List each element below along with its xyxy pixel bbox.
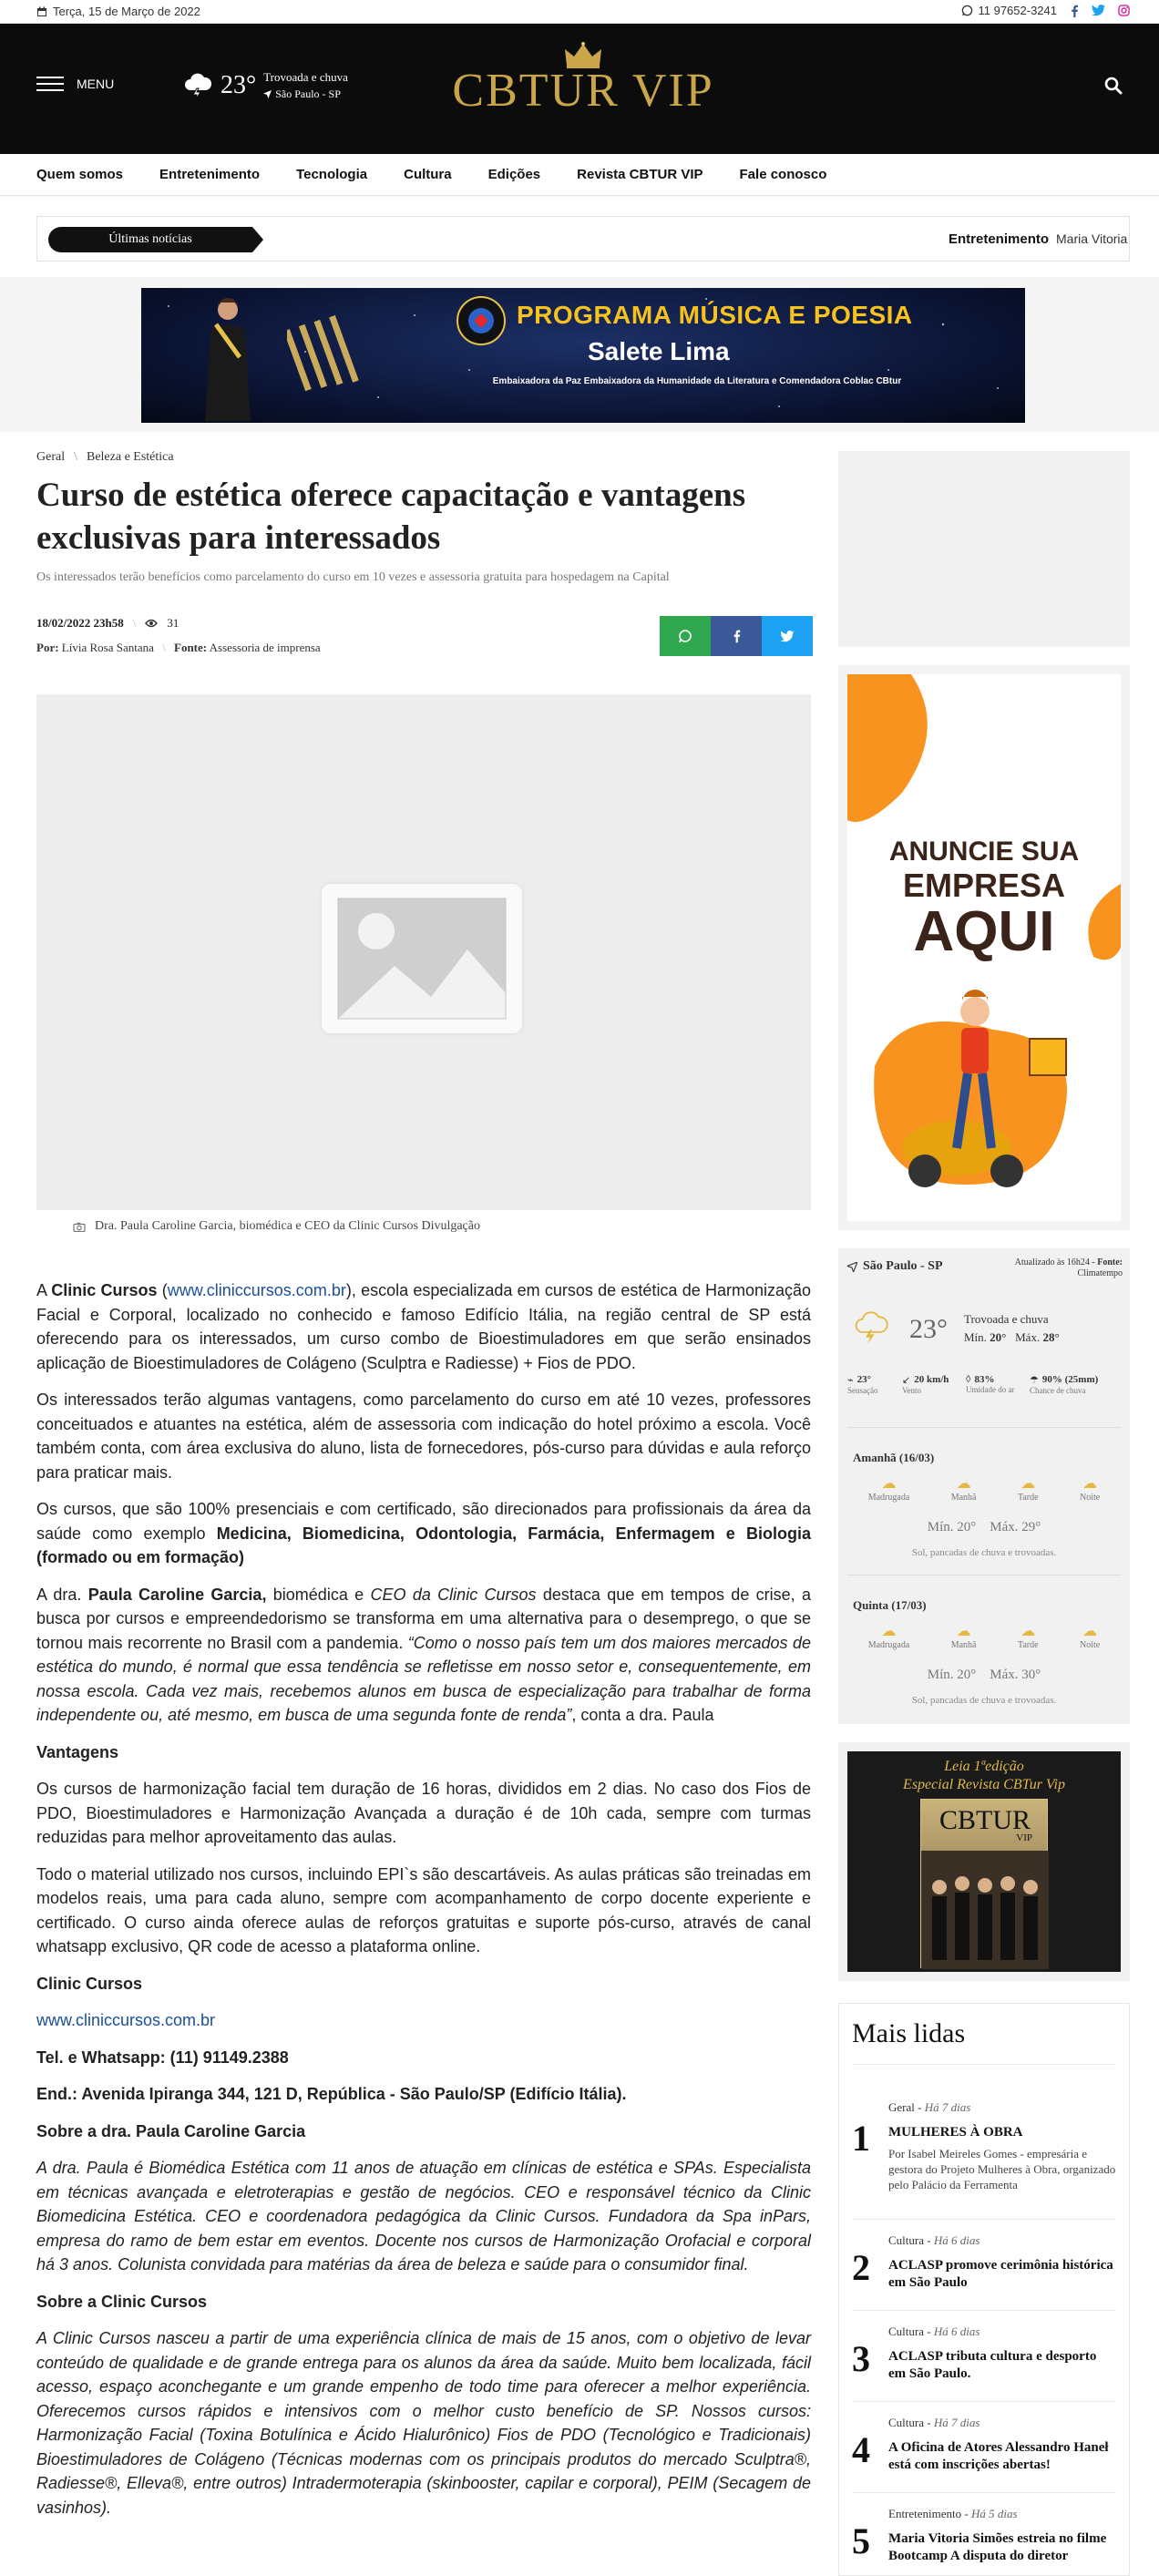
program-emblem xyxy=(456,295,507,346)
weather-minmax xyxy=(964,1330,1060,1345)
period-madrugada: Madrugada xyxy=(867,1493,910,1503)
item-time: Há 5 dias xyxy=(970,2507,1018,2520)
d1-min-label: Mín. xyxy=(927,1520,954,1534)
item-category-name: Entretenimento xyxy=(888,2507,962,2520)
calendar-icon xyxy=(36,6,47,17)
item-title[interactable]: MULHERES À OBRA xyxy=(888,2125,1023,2140)
paragraph-8: A Clinic Cursos nasceu a partir de uma experiência clínica de mais de 15 anos, com o objetivo de levar conteúdo de qualidade e de grande entrega para os alunos da área da saúde. Muito bem localizada, fácil acesso, espaço aconchegante e um grande empenho de todo time para oferecer a melhor experiência. Oferecemos cursos rápidos e intensivos com o melhor custo benefício de SP. Nossos cursos: Harmonização Facial (Toxina Botulínica e Ácido Hialurônico) Fios de PDO (Tecnológico e Tradicionais) Bioestimuladores de Colágeno (Técnicas modernas com os principais produtos do mercado Sculptra®, Radiesse®, Elleva®, entre outros) Intradermoterapia (skinbooster, capilar e corporal), PEIM (Secagem de vasinhos). xyxy=(36,2329,811,2517)
rank-number: 1 xyxy=(852,2118,870,2159)
droplet-icon: ◊ xyxy=(966,1374,971,1385)
forecast-day-1-periods xyxy=(847,1474,1121,1503)
partly-cloudy-icon: ☁ xyxy=(956,1624,971,1639)
view-count: 31 xyxy=(167,616,179,630)
forecast-day-2-periods xyxy=(847,1622,1121,1650)
date-text: Terça, 15 de Março de 2022 xyxy=(53,5,200,18)
forecast-day-1-minmax xyxy=(838,1520,1130,1535)
p4-ceo: CEO da Clinic Cursos xyxy=(370,1585,537,1604)
cover-logo: CBTUR xyxy=(938,1805,1031,1835)
mais-lidas-item-5[interactable] xyxy=(852,2507,1116,2576)
magazine-creative xyxy=(847,1751,1121,1972)
weather-city: São Paulo - SP xyxy=(863,1259,943,1273)
paragraph-2: Os interessados terão algumas vantagens, como parcelamento do curso em até 10 vezes, professores conceituados e atuantes na estética, além de assessoria com indicação do hotel próximo a escola. Você também conta, com área exclusiva do aluno, lista de fornecedores, pós-curso para dúvidas e aula reforço para praticar mais. xyxy=(36,1391,811,1482)
chuva-label: Chance de chuva xyxy=(1030,1386,1086,1395)
divider xyxy=(852,2310,1116,2311)
nav-item-edicoes[interactable]: Edições xyxy=(487,167,541,182)
facebook-icon[interactable] xyxy=(1070,5,1079,17)
partly-cloudy-icon: ☁ xyxy=(881,1476,897,1492)
umidade-label: Umidade do ar xyxy=(966,1385,1015,1394)
weather-widget xyxy=(838,1248,1130,1724)
thunderstorm-icon xyxy=(182,70,213,101)
rank-number: 2 xyxy=(852,2247,870,2288)
nav-item-quem-somos[interactable]: Quem somos xyxy=(36,167,124,182)
stat-sensacao xyxy=(847,1374,902,1395)
menu-label: MENU xyxy=(77,77,115,91)
breadcrumb xyxy=(36,450,174,465)
menu-button[interactable] xyxy=(36,77,114,91)
paragraph-3 xyxy=(36,1497,811,1570)
d1-max-label: Máx. xyxy=(990,1520,1019,1534)
heading-sobre-paula: Sobre a dra. Paula Caroline Garcia xyxy=(36,2121,306,2140)
weather-temperature: 23° xyxy=(909,1314,948,1344)
weather-stats xyxy=(847,1374,1121,1395)
banner-area xyxy=(0,277,1159,432)
sensacao-label: Sensação xyxy=(847,1386,878,1395)
period-manha: Manhã xyxy=(950,1640,977,1650)
rank-number: 4 xyxy=(852,2429,870,2470)
weather-updated-text: Atualizado às 16h24 - xyxy=(1014,1257,1098,1267)
divider xyxy=(852,2064,1116,2065)
search-icon xyxy=(1104,77,1123,95)
paragraph-1 xyxy=(36,1278,811,1375)
p3-professions: Medicina, Biomedicina, Odontologia, Farmácia, Enfermagem e Biologia (formado ou em formação) xyxy=(36,1524,811,1566)
search-button[interactable] xyxy=(1104,77,1123,99)
partly-cloudy-icon: ☁ xyxy=(956,1476,971,1492)
anuncie-line-1: ANUNCIE SUA xyxy=(888,836,1080,867)
breadcrumb-separator: \ xyxy=(74,450,77,464)
source-label: Fonte: xyxy=(174,641,208,654)
stat-vento xyxy=(902,1374,966,1395)
period-tarde: Tarde xyxy=(1017,1493,1039,1503)
eye-icon xyxy=(145,619,158,628)
author-name: Lívia Rosa Santana xyxy=(61,641,154,654)
banner-name: Salete Lima xyxy=(588,337,730,365)
paragraph-4 xyxy=(36,1583,811,1728)
p4-quote: “Como o nosso país tem um dos maiores mercados de estética do mundo, é normal que essa tendência se refletisse em nosso setor e, consequentemente, em nossa escola. Cada vez mais, recebemos alunos em busca de especialização para trabalhar de forma independente ou, até mesmo, em busca de uma segunda fonte de renda” xyxy=(36,1633,811,1724)
share-facebook-button[interactable] xyxy=(711,616,762,656)
vento-label: Vento xyxy=(902,1386,921,1395)
ticker-label: Últimas notícias xyxy=(48,227,252,252)
p1-text-a: A xyxy=(36,1281,52,1299)
partly-cloudy-icon: ☁ xyxy=(1021,1624,1036,1639)
whatsapp-icon xyxy=(961,5,973,16)
sidebar-ad-empty xyxy=(838,451,1130,647)
period-tarde: Tarde xyxy=(1017,1640,1039,1650)
mais-lidas-item-1[interactable] xyxy=(852,2100,1116,2210)
d2-max: 30° xyxy=(1021,1668,1041,1682)
period-noite: Noite xyxy=(1080,1493,1101,1503)
vento-value: 20 km/h xyxy=(914,1374,949,1385)
item-category-name: Cultura xyxy=(888,2233,924,2247)
item-category: Entretenimento - Há 5 dias xyxy=(888,2507,1018,2520)
weather-source-label: Fonte: xyxy=(1097,1257,1123,1267)
item-time: Há 6 dias xyxy=(933,2325,980,2338)
p1-site-link[interactable]: www.cliniccursos.com.br xyxy=(167,1281,346,1299)
forecast-day-1-desc: Sol, pancadas de chuva e trovoadas. xyxy=(911,1547,1057,1558)
stat-umidade xyxy=(966,1374,1030,1395)
paragraph-6: Todo o material utilizado nos cursos, incluindo EPI`s são descartáveis. As aulas práticas são treinadas em modelos reais, uma para cada aluno, sempre com acompanhamento de corpo docente experiente e certificado. O curso ainda oferece aulas de reforços gratuitas e suporte pós-curso, através de canal whatsapp exclusivo, QR code de acesso a plataforma online. xyxy=(36,1864,811,1955)
d2-min-label: Mín. xyxy=(927,1668,954,1682)
sensacao-value: 23° xyxy=(856,1374,872,1385)
article-credits: Por: Lívia Rosa Santana \ Fonte: Assessoria de imprensa xyxy=(36,641,321,654)
divider xyxy=(847,1427,1121,1428)
item-category: Cultura - Há 6 dias xyxy=(888,2325,980,2338)
weather-updated xyxy=(995,1257,1123,1279)
heading-vantagens: Vantagens xyxy=(36,1742,119,1761)
sidebar-ad-anuncie[interactable] xyxy=(838,665,1130,1230)
magazine-line-2: Especial Revista CBTur Vip xyxy=(903,1777,1065,1792)
item-title[interactable]: Maria Vitoria Simões estreia no filme Bootcamp A disputa do diretor xyxy=(888,2531,1107,2563)
weather-city-row xyxy=(847,1259,943,1274)
item-title[interactable]: A Oficina de Atores Alessandro Haneł está com inscrições abertas! xyxy=(888,2440,1109,2472)
anuncie-ad-creative xyxy=(847,674,1121,1221)
breadcrumb-beleza[interactable]: Beleza e Estética xyxy=(86,450,174,464)
item-time: Há 6 dias xyxy=(933,2233,980,2247)
rank-number: 5 xyxy=(852,2520,870,2561)
forecast-day-2: Quinta (17/03) xyxy=(853,1598,927,1612)
item-category: Cultura - Há 7 dias xyxy=(888,2416,980,2429)
nav-item-entretenimento[interactable]: Entretenimento xyxy=(159,167,261,182)
author-label: Por: xyxy=(36,641,59,654)
p1-brand: Clinic Cursos xyxy=(51,1281,158,1299)
weather-description: Trovoada e chuva xyxy=(964,1312,1049,1326)
period-noite: Noite xyxy=(1080,1640,1101,1650)
p4-text-d: , conta a dra. Paula xyxy=(571,1706,714,1724)
article-subtitle: Os interessados terão benefícios como parcelamento do curso em 10 vezes e assessoria gratuita para hospedagem na Capital xyxy=(36,570,670,584)
article-title: Curso de estética oferece capacitação e vantagens exclusivas para interessados xyxy=(36,477,746,557)
paragraph-7: A dra. Paula é Biomédica Estética com 11 anos de atuação em clínicas de estética e SPAs. Especialista em técnicas avançada e eletroterapias e gestão de negócios. CEO e responsável técnico da Clinic Biomedicina Estética. CEO e coordenadora pedagógica da Clinic Cursos. Fundadora da Spa inPars, empresa do ramo de bem estar em eventos. Docente nos cursos de Harmonização Orofacial e corporal há 3 anos. Colunista convidada para matérias da área de beleza e saúde para o consumidor final. xyxy=(36,2159,811,2273)
chimes-illustration xyxy=(287,310,369,401)
anuncie-line-3: AQUI xyxy=(913,900,1055,963)
magazine-promo[interactable] xyxy=(838,1742,1130,1981)
max-value: 28° xyxy=(1042,1330,1060,1344)
logo-text: CBTUR VIP xyxy=(452,65,714,117)
mais-lidas-item-2[interactable] xyxy=(852,2233,1116,2306)
partly-cloudy-icon: ☁ xyxy=(881,1624,897,1639)
share-buttons xyxy=(660,616,813,656)
partly-cloudy-icon: ☁ xyxy=(1021,1476,1036,1492)
header-weather-desc: Trovoada e chuva xyxy=(263,70,348,84)
mais-lidas-widget xyxy=(838,2003,1130,2576)
forecast-day-2-desc: Sol, pancadas de chuva e trovoadas. xyxy=(911,1695,1057,1706)
clinic-address: End.: Avenida Ipiranga 344, 121 D, República - São Paulo/SP (Edifício Itália). xyxy=(36,2085,627,2103)
nav-item-revista[interactable]: Revista CBTUR VIP xyxy=(577,167,703,182)
d2-min: 20° xyxy=(957,1668,977,1682)
anuncie-line-2: EMPRESA xyxy=(902,867,1066,904)
chuva-value: 90% (25mm) xyxy=(1041,1374,1099,1385)
forecast-day-1: Amanhã (16/03) xyxy=(853,1451,935,1464)
cover-people-photo xyxy=(921,1851,1049,1969)
main-navigation xyxy=(0,154,1159,196)
article-image xyxy=(36,694,811,1210)
banner-subtext: Embaixadora da Paz Embaixadora da Humanidade da Literatura e Comendadora Coblac CBtur xyxy=(492,376,902,386)
cover-sub: VIP xyxy=(1016,1832,1032,1843)
thermometer-icon: ⌁ xyxy=(847,1375,854,1386)
stat-chuva xyxy=(1030,1374,1121,1395)
item-title[interactable]: ACLASP promove cerimônia histórica em São Paulo xyxy=(888,2258,1113,2290)
item-category-name: Cultura xyxy=(888,2416,924,2429)
article-date: 18/02/2022 23h58 xyxy=(36,616,124,630)
rank-number: 3 xyxy=(852,2338,870,2379)
article-meta: 18/02/2022 23h58 \ 31 xyxy=(36,616,179,630)
header-weather xyxy=(182,69,348,102)
nav-item-cultura[interactable]: Cultura xyxy=(404,167,452,182)
source-name: Assessoria de imprensa xyxy=(209,641,321,654)
umbrella-icon: ☂ xyxy=(1030,1375,1039,1386)
location-arrow-icon xyxy=(847,1262,857,1272)
p4-text-c: destaca que em tempos de crise, a busca por cursos e empreendedorismo se transforma em uma alternativa para o desemprego, o que se tornou mais recorrente no Brasil com a pandemia. xyxy=(36,1585,812,1652)
weather-source: Climatempo xyxy=(1077,1268,1123,1278)
facebook-icon xyxy=(733,629,741,643)
twitter-icon xyxy=(780,631,795,642)
phone-contact[interactable] xyxy=(961,4,1057,17)
header-weather-city: São Paulo - SP xyxy=(275,87,341,100)
top-bar xyxy=(0,0,1159,24)
instagram-icon[interactable] xyxy=(1118,5,1130,16)
image-caption xyxy=(73,1219,480,1234)
umidade-value: 83% xyxy=(974,1374,995,1385)
banner-ad[interactable] xyxy=(141,288,1025,423)
clinic-phone: Tel. e Whatsapp: (11) 91149.2388 xyxy=(36,2047,289,2067)
hamburger-icon xyxy=(36,77,64,91)
p4-name: Paula Caroline Garcia, xyxy=(87,1585,267,1604)
paragraph-5: Os cursos de harmonização facial tem duração de 16 horas, divididos em 2 dias. No caso dos Fios de PDO, Bioestimuladores e Harmonização Avançada a duração é de 10h cada, sempre com turmas reduzidas para melhor aproveitamento das aulas. xyxy=(36,1780,811,1846)
item-category-name: Geral xyxy=(888,2100,915,2114)
period-madrugada: Madrugada xyxy=(867,1640,910,1650)
item-category: Geral - Há 7 dias xyxy=(888,2100,971,2114)
article-body xyxy=(36,1278,811,2532)
twitter-icon[interactable] xyxy=(1092,5,1105,16)
p4-text-a: A dra. xyxy=(36,1585,88,1604)
p1-text-c: ), escola especializada em cursos de estética de Harmonização Facial e Corporal, localizado no conhecido e famoso Edifício Itália, na região central de SP está oferecendo para os interessados, um curso combo de Bioestimuladores em que serão ensinados aplicação de Bioestimuladores de Colágeno (Sculptra e Radiesse) + Fios de PDO. xyxy=(36,1281,812,1372)
partly-cloudy-icon: ☁ xyxy=(1082,1476,1098,1492)
nav-item-tecnologia[interactable]: Tecnologia xyxy=(296,167,368,182)
whatsapp-icon xyxy=(678,629,692,643)
phone-number: 11 97652-3241 xyxy=(978,4,1057,17)
max-label: Máx. xyxy=(1015,1330,1041,1344)
p1-text-b: ( xyxy=(157,1281,168,1299)
mais-lidas-item-4[interactable] xyxy=(852,2416,1116,2489)
site-header xyxy=(0,24,1159,154)
clinic-site-link[interactable]: www.cliniccursos.com.br xyxy=(36,2011,216,2029)
header-temperature: 23° xyxy=(221,71,257,99)
mais-lidas-item-3[interactable] xyxy=(852,2325,1116,2397)
p4-text-b: biomédica e xyxy=(266,1585,371,1604)
location-arrow-icon xyxy=(263,90,272,98)
share-twitter-button[interactable] xyxy=(762,616,813,656)
woman-figure-illustration xyxy=(196,293,260,421)
nav-item-fale-conosco[interactable]: Fale conosco xyxy=(739,167,827,182)
divider xyxy=(852,2401,1116,2402)
news-ticker xyxy=(36,216,1130,262)
ticker-category[interactable]: Entretenimento xyxy=(949,231,1050,247)
period-manha: Manhã xyxy=(950,1493,977,1503)
item-category: Cultura - Há 6 dias xyxy=(888,2233,980,2247)
d2-max-label: Máx. xyxy=(990,1668,1019,1682)
item-description: Por Isabel Meireles Gomes - empresária e gestora do Projeto Mulheres à Obra, organizado pelo Palácio da Ferramenta xyxy=(888,2147,1116,2191)
heading-sobre-clinic: Sobre a Clinic Cursos xyxy=(36,2292,208,2311)
caption-text: Dra. Paula Caroline Garcia, biomédica e CEO da Clinic Cursos Divulgação xyxy=(95,1219,480,1233)
forecast-day-2-minmax xyxy=(838,1668,1130,1683)
thunderstorm-icon xyxy=(853,1309,889,1345)
wind-icon: ↙ xyxy=(902,1375,911,1386)
item-time: Há 7 dias xyxy=(933,2416,980,2429)
camera-icon xyxy=(73,1222,86,1232)
divider xyxy=(852,2492,1116,2493)
divider xyxy=(852,2219,1116,2220)
item-category-name: Cultura xyxy=(888,2325,924,2338)
banner-title: PROGRAMA MÚSICA E POESIA xyxy=(517,301,913,329)
item-title[interactable]: ACLASP tributa cultura e desporto em São Paulo. xyxy=(888,2349,1097,2381)
image-placeholder-icon xyxy=(322,884,522,1033)
ticker-headline[interactable]: Maria Vitoria xyxy=(1056,231,1128,246)
d1-max: 29° xyxy=(1021,1520,1041,1534)
partly-cloudy-icon: ☁ xyxy=(1082,1624,1098,1639)
d1-min: 20° xyxy=(957,1520,977,1534)
item-time: Há 7 dias xyxy=(924,2100,971,2114)
magazine-line-1: Leia 1ªedição xyxy=(944,1759,1024,1774)
p3-text: Os cursos, que são 100% presenciais e com certificado, são direcionados para profissionais da área da saúde como exemplo xyxy=(36,1500,811,1543)
current-date xyxy=(36,5,200,18)
magazine-cover xyxy=(920,1799,1048,1968)
min-label: Mín. xyxy=(964,1330,987,1344)
mais-lidas-heading: Mais lidas xyxy=(852,2018,966,2048)
share-whatsapp-button[interactable] xyxy=(660,616,711,656)
site-logo[interactable] xyxy=(446,42,720,151)
breadcrumb-geral[interactable]: Geral xyxy=(36,450,66,464)
heading-clinic-cursos: Clinic Cursos xyxy=(36,1974,143,1993)
min-value: 20° xyxy=(990,1330,1007,1344)
anuncie-text xyxy=(847,836,1121,963)
